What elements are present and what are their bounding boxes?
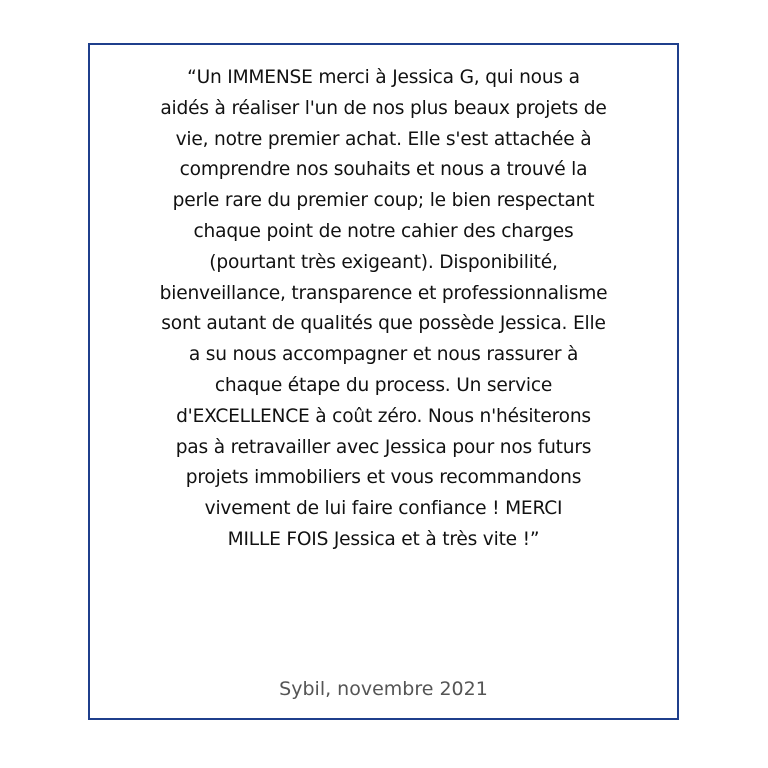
quote-line: (pourtant très exigeant). Disponibilité, [209,251,558,273]
testimonial-quote [90,63,677,556]
quote-line: aidés à réaliser l'un de nos plus beaux projets de [160,97,607,119]
quote-line: chaque point de notre cahier des charges [193,220,574,242]
quote-line: vivement de lui faire confiance ! MERCI [204,498,563,520]
quote-line: MILLE FOIS Jessica et à très vite !” [227,528,540,550]
quote-line: comprendre nos souhaits et nous a trouvé la [179,159,588,181]
quote-line: bienveillance, transparence et professionnalisme [159,282,608,304]
testimonial-signature: Sybil, novembre 2021 [279,678,488,700]
quote-line: pas à retravailler avec Jessica pour nos futurs [175,436,592,458]
quote-line: projets immobiliers et vous recommandons [185,467,582,489]
testimonial-card [88,43,679,720]
quote-line: d'EXCELLENCE à coût zéro. Nous n'hésiterons [176,405,591,427]
quote-line: chaque étape du process. Un service [214,374,553,396]
quote-line: sont autant de qualités que possède Jessica. Elle [161,313,606,335]
quote-line: “Un IMMENSE merci à Jessica G, qui nous a [187,67,580,88]
quote-line: perle rare du premier coup; le bien respectant [172,190,595,212]
quote-line: vie, notre premier achat. Elle s'est attachée à [175,128,592,150]
quote-line: a su nous accompagner et nous rassurer à [188,344,579,366]
